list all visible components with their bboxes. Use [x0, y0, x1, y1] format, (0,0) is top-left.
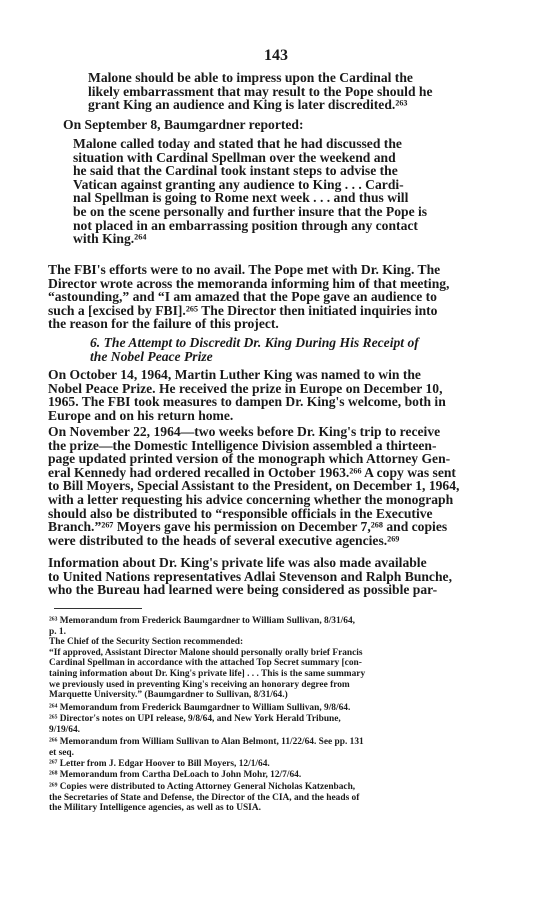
footnote: [49, 782, 486, 814]
body-paragraph: [63, 118, 483, 132]
text-line: Cardinal Spellman in accordance with the attached Top Secret summary [con-: [49, 658, 362, 669]
text-line: not placed in an embarrassing position through any contact: [73, 217, 418, 233]
text-line: ²⁶⁸ Memorandum from Cartha DeLoach to John Mohr, 12/7/64.: [49, 770, 302, 780]
text-line: should also be distributed to “responsible officials in the Executive: [48, 505, 433, 521]
text-line: he said that the Cardinal took instant steps to advise the: [73, 163, 398, 179]
footnote: [49, 703, 486, 714]
text-line: On October 14, 1964, Martin Luther King was named to win the: [48, 367, 421, 382]
text-line: the Nobel Peace Prize: [90, 349, 213, 364]
text-line: ²⁶⁶ Memorandum from William Sullivan to Alan Belmont, 11/22/64. See pp. 131: [49, 737, 364, 747]
text-line: to United Nations representatives Adlai Stevenson and Ralph Bunche,: [48, 568, 452, 584]
text-line: nal Spellman is going to Rome next week . . . and thus will: [73, 190, 409, 206]
text-line: the Secretaries of State and Defense, the Director of the CIA, and the heads of: [49, 792, 360, 803]
text-line: the Military Intelligence agencies, as well as to USIA.: [49, 803, 261, 814]
text-line: Information about Dr. King's private life was also made available: [48, 555, 427, 570]
text-line: Vatican against granting any audience to King . . . Cardi-: [73, 176, 404, 192]
text-line: Marquette University.” (Baumgardner to Sullivan, 8/31/64.): [49, 690, 288, 701]
body-paragraph: [48, 556, 485, 597]
text-line: who the Bureau had learned were being considered as possible par-: [48, 582, 438, 598]
text-line: On September 8, Baumgardner reported:: [63, 117, 304, 132]
text-line: 1965. The FBI took measures to dampen Dr. King's welcome, both in: [48, 394, 446, 410]
page-number: 143: [264, 47, 288, 64]
footnote: [49, 737, 486, 758]
body-paragraph: [48, 263, 485, 331]
text-line: Nobel Peace Prize. He received the prize in Europe on December 10,: [48, 380, 443, 396]
text-line: The FBI's efforts were to no avail. The Pope met with Dr. King. The: [48, 262, 441, 277]
text-line: likely embarrassment that may result to the Pope should he: [88, 83, 433, 99]
quote-block: [73, 137, 459, 246]
text-line: be on the scene personally and further insure that the Pope is: [73, 203, 428, 219]
text-line: grant King an audience and King is later discredited.²⁶³: [88, 97, 408, 113]
text-line: page updated printed version of the monograph which Attorney Gen-: [48, 451, 451, 467]
footnote: [49, 616, 486, 701]
section-heading: [90, 336, 490, 364]
text-line: Branch.”²⁶⁷ Moyers gave his permission on December 7,²⁶⁸ and copies: [48, 519, 448, 535]
text-line: The Chief of the Security Section recommended:: [49, 637, 244, 648]
text-line: the reason for the failure of this project.: [48, 316, 279, 332]
text-line: Malone called today and stated that he had discussed the: [73, 136, 402, 151]
text-line: ²⁶³ Memorandum from Frederick Baumgardner to William Sullivan, 8/31/64,: [49, 616, 355, 626]
footnote-divider: [54, 608, 142, 609]
text-line: with King.²⁶⁴: [73, 231, 147, 247]
text-line: ²⁶⁹ Copies were distributed to Acting Attorney General Nicholas Katzenbach,: [49, 782, 356, 792]
text-line: “astounding,” and “I am amazed that the Pope gave an audience to: [48, 289, 437, 305]
text-line: “If approved, Assistant Director Malone should personally orally brief Francis: [49, 647, 363, 658]
text-line: p. 1.: [49, 626, 66, 637]
text-line: Malone should be able to impress upon the Cardinal the: [88, 70, 413, 85]
text-line: Director wrote across the memoranda informing him of that meeting,: [48, 275, 450, 291]
text-line: Europe and on his return home.: [48, 407, 234, 423]
text-line: the prize—the Domestic Intelligence Division assembled a thirteen-: [48, 437, 437, 453]
body-paragraph: [48, 425, 485, 547]
text-line: On November 22, 1964—two weeks before Dr. King's trip to receive: [48, 424, 441, 439]
text-line: et seq.: [49, 747, 74, 758]
footnote: [49, 770, 486, 781]
text-line: situation with Cardinal Spellman over the weekend and: [73, 149, 396, 165]
text-line: ²⁶⁵ Director's notes on UPI release, 9/8/64, and New York Herald Tribune,: [49, 714, 341, 724]
text-line: eral Kennedy had ordered recalled in October 1963.²⁶⁶ A copy was sent: [48, 464, 456, 480]
text-line: we previously used in preventing King's receiving an honorary degree from: [49, 679, 350, 690]
text-line: 9/19/64.: [49, 724, 80, 735]
text-line: were distributed to the heads of several executive agencies.²⁶⁹: [48, 532, 400, 548]
quote-block: [88, 71, 460, 112]
footnote: [49, 714, 486, 735]
text-line: taining information about Dr. King's private life] . . . This is the same summary: [49, 668, 366, 679]
text-line: with a letter requesting his advice concerning whether the monograph: [48, 491, 454, 507]
text-line: 6. The Attempt to Discredit Dr. King During His Receipt of: [90, 335, 419, 350]
text-line: such a [excised by FBI].²⁶⁵ The Director then initiated inquiries into: [48, 302, 438, 318]
text-line: ²⁶⁴ Memorandum from Frederick Baumgardner to William Sullivan, 9/8/64.: [49, 703, 351, 713]
body-paragraph: [48, 368, 485, 422]
footnote: [49, 759, 486, 770]
text-line: ²⁶⁷ Letter from J. Edgar Hoover to Bill Moyers, 12/1/64.: [49, 759, 270, 769]
text-line: to Bill Moyers, Special Assistant to the President, on December 1, 1964,: [48, 478, 460, 494]
